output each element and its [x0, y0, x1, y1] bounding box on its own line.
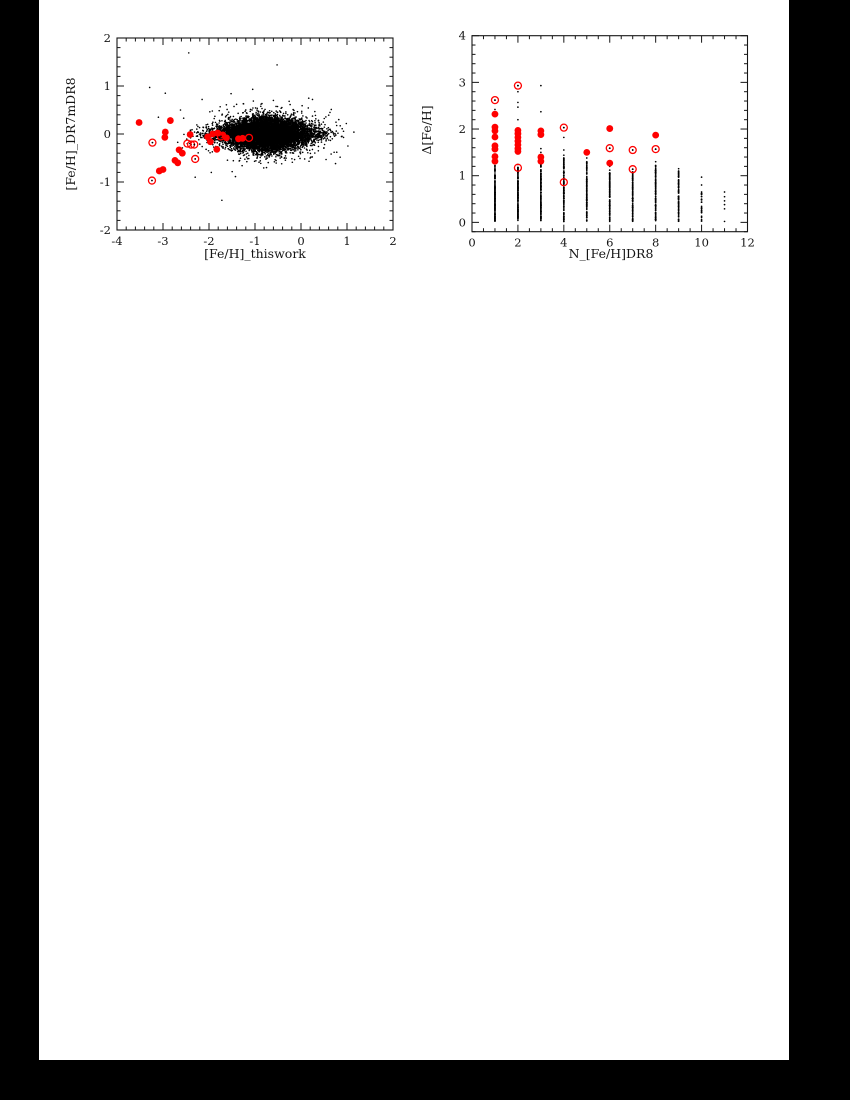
left-plot-y-tick-label: -2: [99, 223, 111, 237]
right-plot-y-tick-label: 0: [458, 215, 466, 230]
right-plot-x-tick-label: 8: [652, 235, 660, 250]
right-plot-y-axis-title: Δ[Fe/H]: [419, 105, 434, 155]
left-plot-y-tick-label: 0: [103, 127, 111, 141]
right-plot-y-tick-label: 2: [458, 122, 466, 136]
right-plot-x-tick-label: 4: [560, 235, 568, 250]
left-plot-y-axis-title: [Fe/H]_DR7mDR8: [63, 77, 78, 191]
left-plot-x-tick-label: 0: [297, 234, 305, 248]
left-plot-x-tick-label: -3: [157, 234, 169, 248]
left-plot-x-tick-label: -4: [111, 234, 123, 248]
right-plot-x-tick-label: 6: [606, 235, 614, 250]
page-background: [39, 0, 789, 1060]
right-plot-x-axis-title: N_[Fe/H]DR8: [568, 246, 654, 261]
left-plot-x-tick-label: 2: [389, 234, 397, 248]
left-plot-x-tick-label: -2: [203, 234, 215, 248]
left-plot-x-axis-title: [Fe/H]_thiswork: [204, 246, 306, 261]
right-plot-y-tick-label: 1: [458, 168, 466, 183]
right-plot-x-tick-label: 2: [514, 235, 522, 250]
left-plot-y-tick-label: -1: [99, 175, 111, 189]
left-plot-y-tick-label: 2: [103, 31, 111, 45]
right-plot-x-tick-label: 12: [740, 235, 755, 250]
left-plot-x-tick-label: 1: [343, 234, 351, 248]
left-plot-x-tick-label: -1: [249, 234, 261, 248]
right-plot-y-tick-label: 4: [458, 28, 466, 43]
right-plot-x-tick-label: 10: [694, 235, 709, 250]
right-plot-y-tick-label: 3: [458, 75, 466, 90]
right-plot-x-tick-label: 0: [468, 235, 476, 250]
left-plot-y-tick-label: 1: [103, 79, 111, 93]
